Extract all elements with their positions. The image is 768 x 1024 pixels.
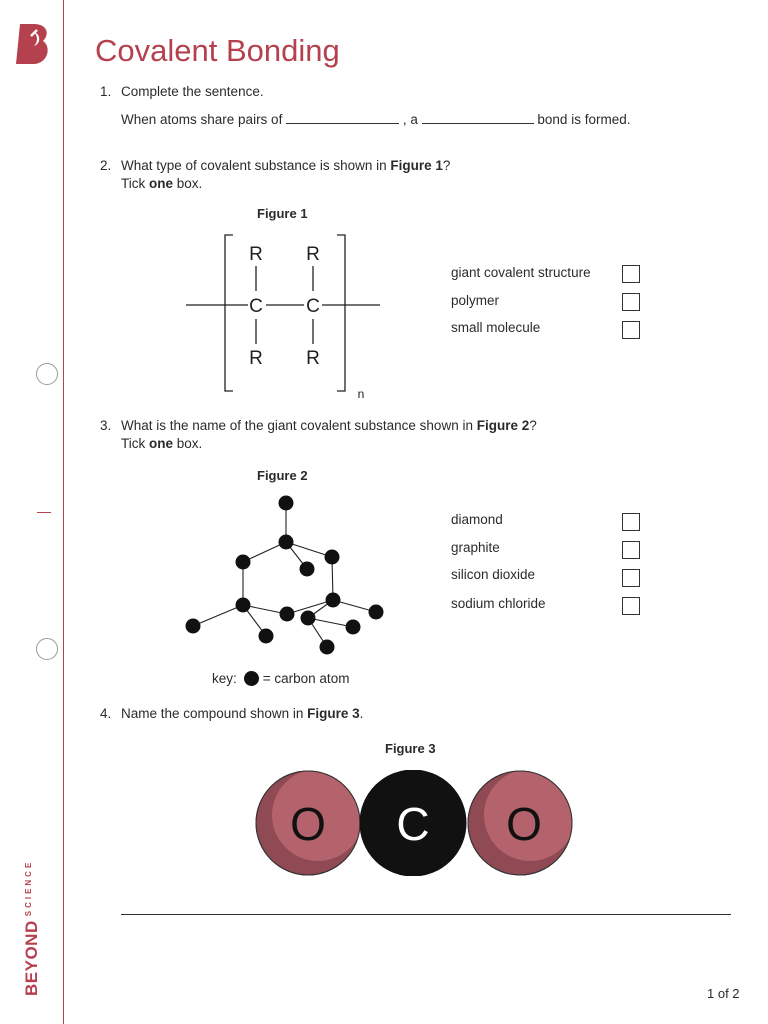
figure-2-key: key: = carbon atom — [212, 671, 350, 686]
brand-wordmark: $BEYOND^{SCIENCE}$ — [22, 859, 41, 996]
r-group-label: R — [306, 244, 320, 265]
question-number: 2. — [100, 158, 112, 173]
carbon-atom — [279, 535, 294, 550]
carbon-atom — [259, 629, 274, 644]
carbon-atom — [326, 593, 341, 608]
page-number: 1 of 2 — [707, 986, 740, 1001]
carbon-atom-key-icon — [244, 671, 259, 686]
option-label: giant covalent structure — [451, 265, 591, 280]
oxygen-label: O — [290, 798, 326, 850]
checkbox-giant-covalent-structure[interactable] — [622, 265, 640, 283]
checkbox-sodium-chloride[interactable] — [622, 597, 640, 615]
figure-1-caption: Figure 1 — [257, 206, 308, 221]
carbon-atom — [279, 496, 294, 511]
question-prompt: What type of covalent substance is shown in Figure 1? Tick one box. — [121, 158, 451, 191]
carbon-atom — [236, 598, 251, 613]
checkbox-small-molecule[interactable] — [622, 321, 640, 339]
question-number: 4. — [100, 706, 112, 721]
r-group-label: R — [249, 348, 263, 369]
carbon-label: C — [306, 296, 320, 317]
carbon-atom — [320, 640, 335, 655]
figure-2-caption: Figure 2 — [257, 468, 308, 483]
checkbox-graphite[interactable] — [622, 541, 640, 559]
checkbox-diamond[interactable] — [622, 513, 640, 531]
carbon-atom — [300, 562, 315, 577]
answer-blank-1[interactable] — [286, 111, 399, 124]
question-prompt: What is the name of the giant covalent substance shown in Figure 2? Tick one box. — [121, 418, 537, 451]
oxygen-label: O — [506, 798, 542, 850]
polymer-structure-diagram — [180, 228, 390, 403]
option-label: sodium chloride — [451, 596, 546, 611]
carbon-atom — [346, 620, 361, 635]
carbon-dioxide-molecule-diagram — [250, 770, 580, 876]
question-prompt: Name the compound shown in Figure 3. — [121, 706, 364, 721]
margin-line — [63, 0, 64, 1024]
carbon-atom — [369, 605, 384, 620]
carbon-atom — [301, 611, 316, 626]
question-number: 1. — [100, 84, 112, 99]
checkbox-polymer[interactable] — [622, 293, 640, 311]
page-title: Covalent Bonding — [95, 33, 340, 68]
carbon-atom — [186, 619, 201, 634]
option-label: diamond — [451, 512, 503, 527]
carbon-label: C — [249, 296, 263, 317]
option-label: graphite — [451, 540, 500, 555]
checkbox-silicon-dioxide[interactable] — [622, 569, 640, 587]
answer-line[interactable] — [121, 914, 731, 915]
carbon-atom — [236, 555, 251, 570]
fill-in-sentence: When atoms share pairs of , a bond is formed. — [121, 112, 631, 127]
carbon-label: C — [396, 798, 430, 850]
fold-mark — [37, 512, 51, 513]
carbon-atom — [325, 550, 340, 565]
diamond-lattice-diagram — [180, 492, 395, 662]
figure-3-caption: Figure 3 — [385, 741, 436, 756]
punch-hole — [36, 363, 58, 385]
repeat-subscript: n — [357, 387, 365, 401]
beyond-logo-icon — [14, 22, 52, 66]
r-group-label: R — [249, 244, 263, 265]
answer-blank-2[interactable] — [422, 111, 534, 124]
punch-hole — [36, 638, 58, 660]
option-label: polymer — [451, 293, 500, 308]
question-number: 3. — [100, 418, 112, 433]
option-label: small molecule — [451, 320, 541, 335]
option-label: silicon dioxide — [451, 567, 536, 582]
carbon-atom — [280, 607, 295, 622]
question-prompt: Complete the sentence. — [121, 84, 264, 99]
r-group-label: R — [306, 348, 320, 369]
